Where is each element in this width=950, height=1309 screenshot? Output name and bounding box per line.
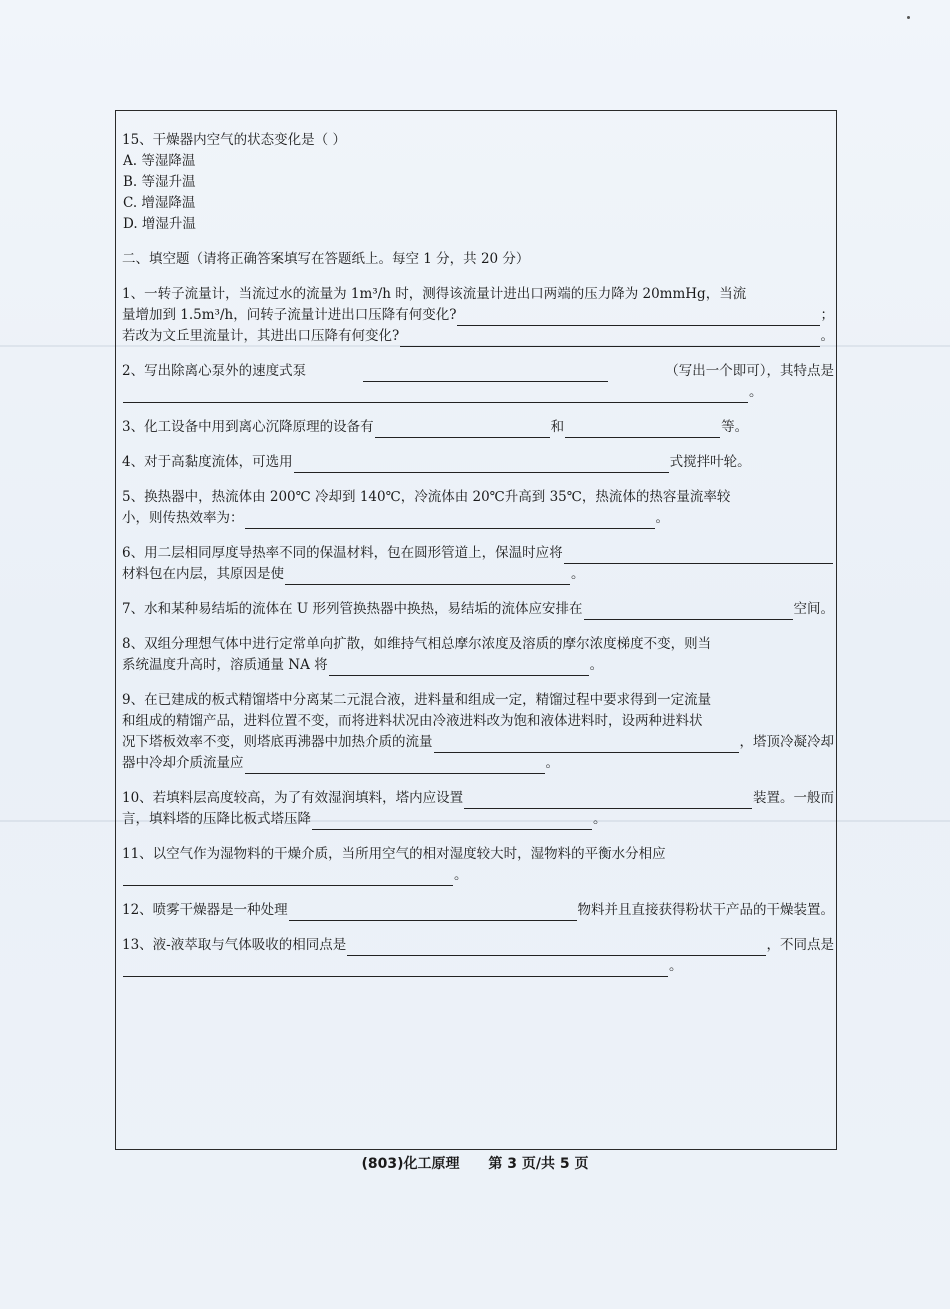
answer-blank[interactable] [375, 423, 550, 438]
q1-line-3: 若改为文丘里流量计，其进出口压降有何变化? [122, 328, 400, 344]
q6-line-2: 材料包在内层，其原因是使 [122, 566, 284, 582]
q4-part-b: 式搅拌叶轮。 [669, 454, 751, 470]
answer-blank[interactable] [434, 738, 739, 753]
fill-question-4 [122, 452, 834, 473]
q5-line-2: 小，则传热效率为： [122, 510, 244, 526]
q12-part-b: 物料并且直接获得粉状干产品的干燥装置。 [577, 902, 834, 918]
answer-blank[interactable] [464, 794, 752, 809]
q3-part-b: 和 [550, 419, 565, 435]
q9-line-3: 况下塔板效率不变，则塔底再沸器中加热介质的流量 [122, 734, 433, 750]
fill-question-12 [122, 900, 834, 921]
answer-blank[interactable] [312, 815, 592, 830]
answer-blank[interactable] [289, 906, 577, 921]
q3-part-c: 等。 [721, 419, 749, 435]
fill-question-3 [122, 417, 834, 438]
q5-end: 。 [655, 510, 669, 526]
q13-line-1-end: ，不同点是 [766, 937, 834, 953]
question-15 [122, 130, 834, 235]
answer-blank[interactable] [347, 941, 765, 956]
q1-line-2-end: ； [820, 307, 834, 323]
scan-speck [907, 16, 910, 19]
answer-blank[interactable] [294, 458, 669, 473]
fill-question-9 [122, 690, 834, 774]
fill-question-13 [122, 935, 834, 977]
q13-end: 。 [669, 958, 683, 974]
q7-part-a: 7、水和某种易结垢的流体在 U 形列管换热器中换热，易结垢的流体应安排在 [122, 601, 583, 617]
q1-line-1: 1、一转子流量计，当流过水的流量为 1m³/h 时，测得该流量计进出口两端的压力降为 20mmHg，当流 [122, 286, 747, 302]
answer-blank[interactable] [565, 423, 720, 438]
section-title: 二、填空题（请将正确答案填写在答题纸上。每空 1 分，共 20 分） [122, 251, 530, 267]
q10-line-1: 10、若填料层高度较高，为了有效湿润填料，塔内应设置 [122, 790, 464, 806]
fill-question-6 [122, 543, 834, 585]
answer-blank[interactable] [245, 514, 655, 529]
q9-line-1: 9、在已建成的板式精馏塔中分离某二元混合液，进料量和组成一定，精馏过程中要求得到一定流量 [122, 692, 712, 708]
answer-blank[interactable] [285, 570, 570, 585]
fill-question-2 [122, 361, 834, 403]
q1-line-2: 量增加到 1.5m³/h，问转子流量计进出口压降有何变化? [122, 307, 457, 323]
fill-question-7 [122, 599, 834, 620]
fill-question-10 [122, 788, 834, 830]
q9-line-2: 和组成的精馏产品，进料位置不变，而将进料状况由冷液进料改为饱和液体进料时，设两种进料状 [122, 713, 703, 729]
answer-blank[interactable] [457, 311, 819, 326]
answer-blank[interactable] [123, 962, 668, 977]
q2-part-b: （写出一个即可），其特点是 [665, 363, 834, 379]
q6-end: 。 [571, 566, 585, 582]
answer-blank[interactable] [245, 759, 545, 774]
page-number: 第 3 页/共 5 页 [488, 1156, 589, 1172]
question-15-stem: 15、干燥器内空气的状态变化是（ ） [122, 132, 346, 148]
q4-part-a: 4、对于高黏度流体，可选用 [122, 454, 293, 470]
q7-part-b: 空间。 [793, 601, 834, 617]
course-code: (803)化工原理 [361, 1156, 460, 1172]
q13-line-1: 13、液-液萃取与气体吸收的相同点是 [122, 937, 347, 953]
option-a: A. 等湿降温 [123, 153, 196, 169]
q10-end: 。 [593, 811, 607, 827]
answer-blank[interactable] [584, 605, 793, 620]
answer-blank[interactable] [329, 661, 589, 676]
answer-blank[interactable] [400, 332, 819, 347]
q9-end: 。 [545, 755, 559, 771]
fill-question-5 [122, 487, 834, 529]
answer-blank[interactable] [363, 367, 608, 382]
q8-line-1: 8、双组分理想气体中进行定常单向扩散，如维持气相总摩尔浓度及溶质的摩尔浓度梯度不变，则当 [122, 636, 712, 652]
q2-end: 。 [749, 384, 763, 400]
q9-line-4: 器中冷却介质流量应 [122, 755, 244, 771]
fill-question-1 [122, 284, 834, 347]
answer-blank[interactable] [123, 871, 453, 886]
option-d: D. 增湿升温 [123, 216, 196, 232]
q3-part-a: 3、化工设备中用到离心沉降原理的设备有 [122, 419, 374, 435]
q5-line-1: 5、换热器中，热流体由 200℃ 冷却到 140℃，冷流体由 20℃升高到 35℃，热流体的热容量流率较 [122, 489, 731, 505]
fill-question-8 [122, 634, 834, 676]
q10-line-1-end: 装置。一般而 [753, 790, 834, 806]
q1-line-3-end: 。 [820, 328, 834, 344]
option-b: B. 等湿升温 [123, 174, 196, 190]
q8-end: 。 [589, 657, 604, 673]
q11-end: 。 [454, 867, 468, 883]
answer-blank[interactable] [564, 549, 833, 564]
q10-line-2: 言，填料塔的压降比板式塔压降 [122, 811, 311, 827]
q8-line-2: 系统温度升高时，溶质通量 NA 将 [122, 657, 328, 673]
exam-content [122, 130, 834, 991]
answer-blank[interactable] [123, 388, 748, 403]
option-c: C. 增湿降温 [123, 195, 196, 211]
q9-line-3-end: ，塔顶冷凝冷却 [739, 734, 834, 750]
q12-part-a: 12、喷雾干燥器是一种处理 [122, 902, 288, 918]
fill-question-11 [122, 844, 834, 886]
page-footer [0, 1153, 950, 1173]
q11-line-1: 11、以空气作为湿物料的干燥介质，当所用空气的相对湿度较大时，湿物料的平衡水分相应 [122, 846, 666, 862]
q6-line-1: 6、用二层相同厚度导热率不同的保温材料，包在圆形管道上，保温时应将 [122, 545, 563, 561]
q2-part-a: 2、写出除离心泵外的速度式泵 [122, 363, 307, 379]
